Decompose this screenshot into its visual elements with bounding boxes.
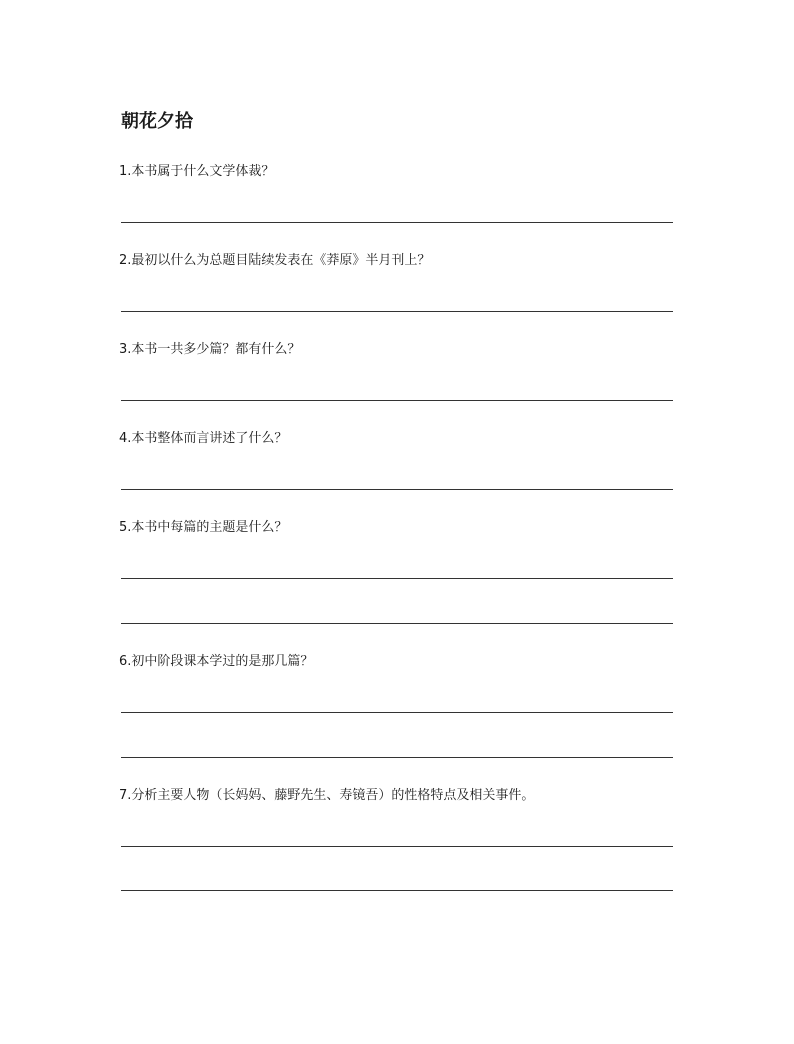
question-4: 4.本书整体而言讲述了什么？: [119, 431, 288, 446]
answer-line[interactable]: [121, 623, 673, 624]
answer-line[interactable]: [121, 311, 673, 312]
answer-line[interactable]: [121, 846, 673, 847]
question-7: 7.分析主要人物（长妈妈、藤野先生、寿镜吾）的性格特点及相关事件。: [119, 788, 535, 803]
question-1: 1.本书属于什么文学体裁？: [119, 164, 275, 179]
answer-line[interactable]: [121, 757, 673, 758]
answer-line[interactable]: [121, 400, 673, 401]
answer-line[interactable]: [121, 712, 673, 713]
question-5: 5.本书中每篇的主题是什么？: [119, 520, 288, 535]
answer-line[interactable]: [121, 890, 673, 891]
answer-line[interactable]: [121, 578, 673, 579]
worksheet-title: 朝花夕拾: [121, 111, 193, 132]
question-2: 2.最初以什么为总题目陆续发表在《莽原》半月刊上？: [119, 253, 431, 268]
answer-line[interactable]: [121, 222, 673, 223]
answer-line[interactable]: [121, 489, 673, 490]
question-6: 6.初中阶段课本学过的是那几篇？: [119, 654, 314, 669]
question-3: 3.本书一共多少篇？都有什么？: [119, 342, 301, 357]
